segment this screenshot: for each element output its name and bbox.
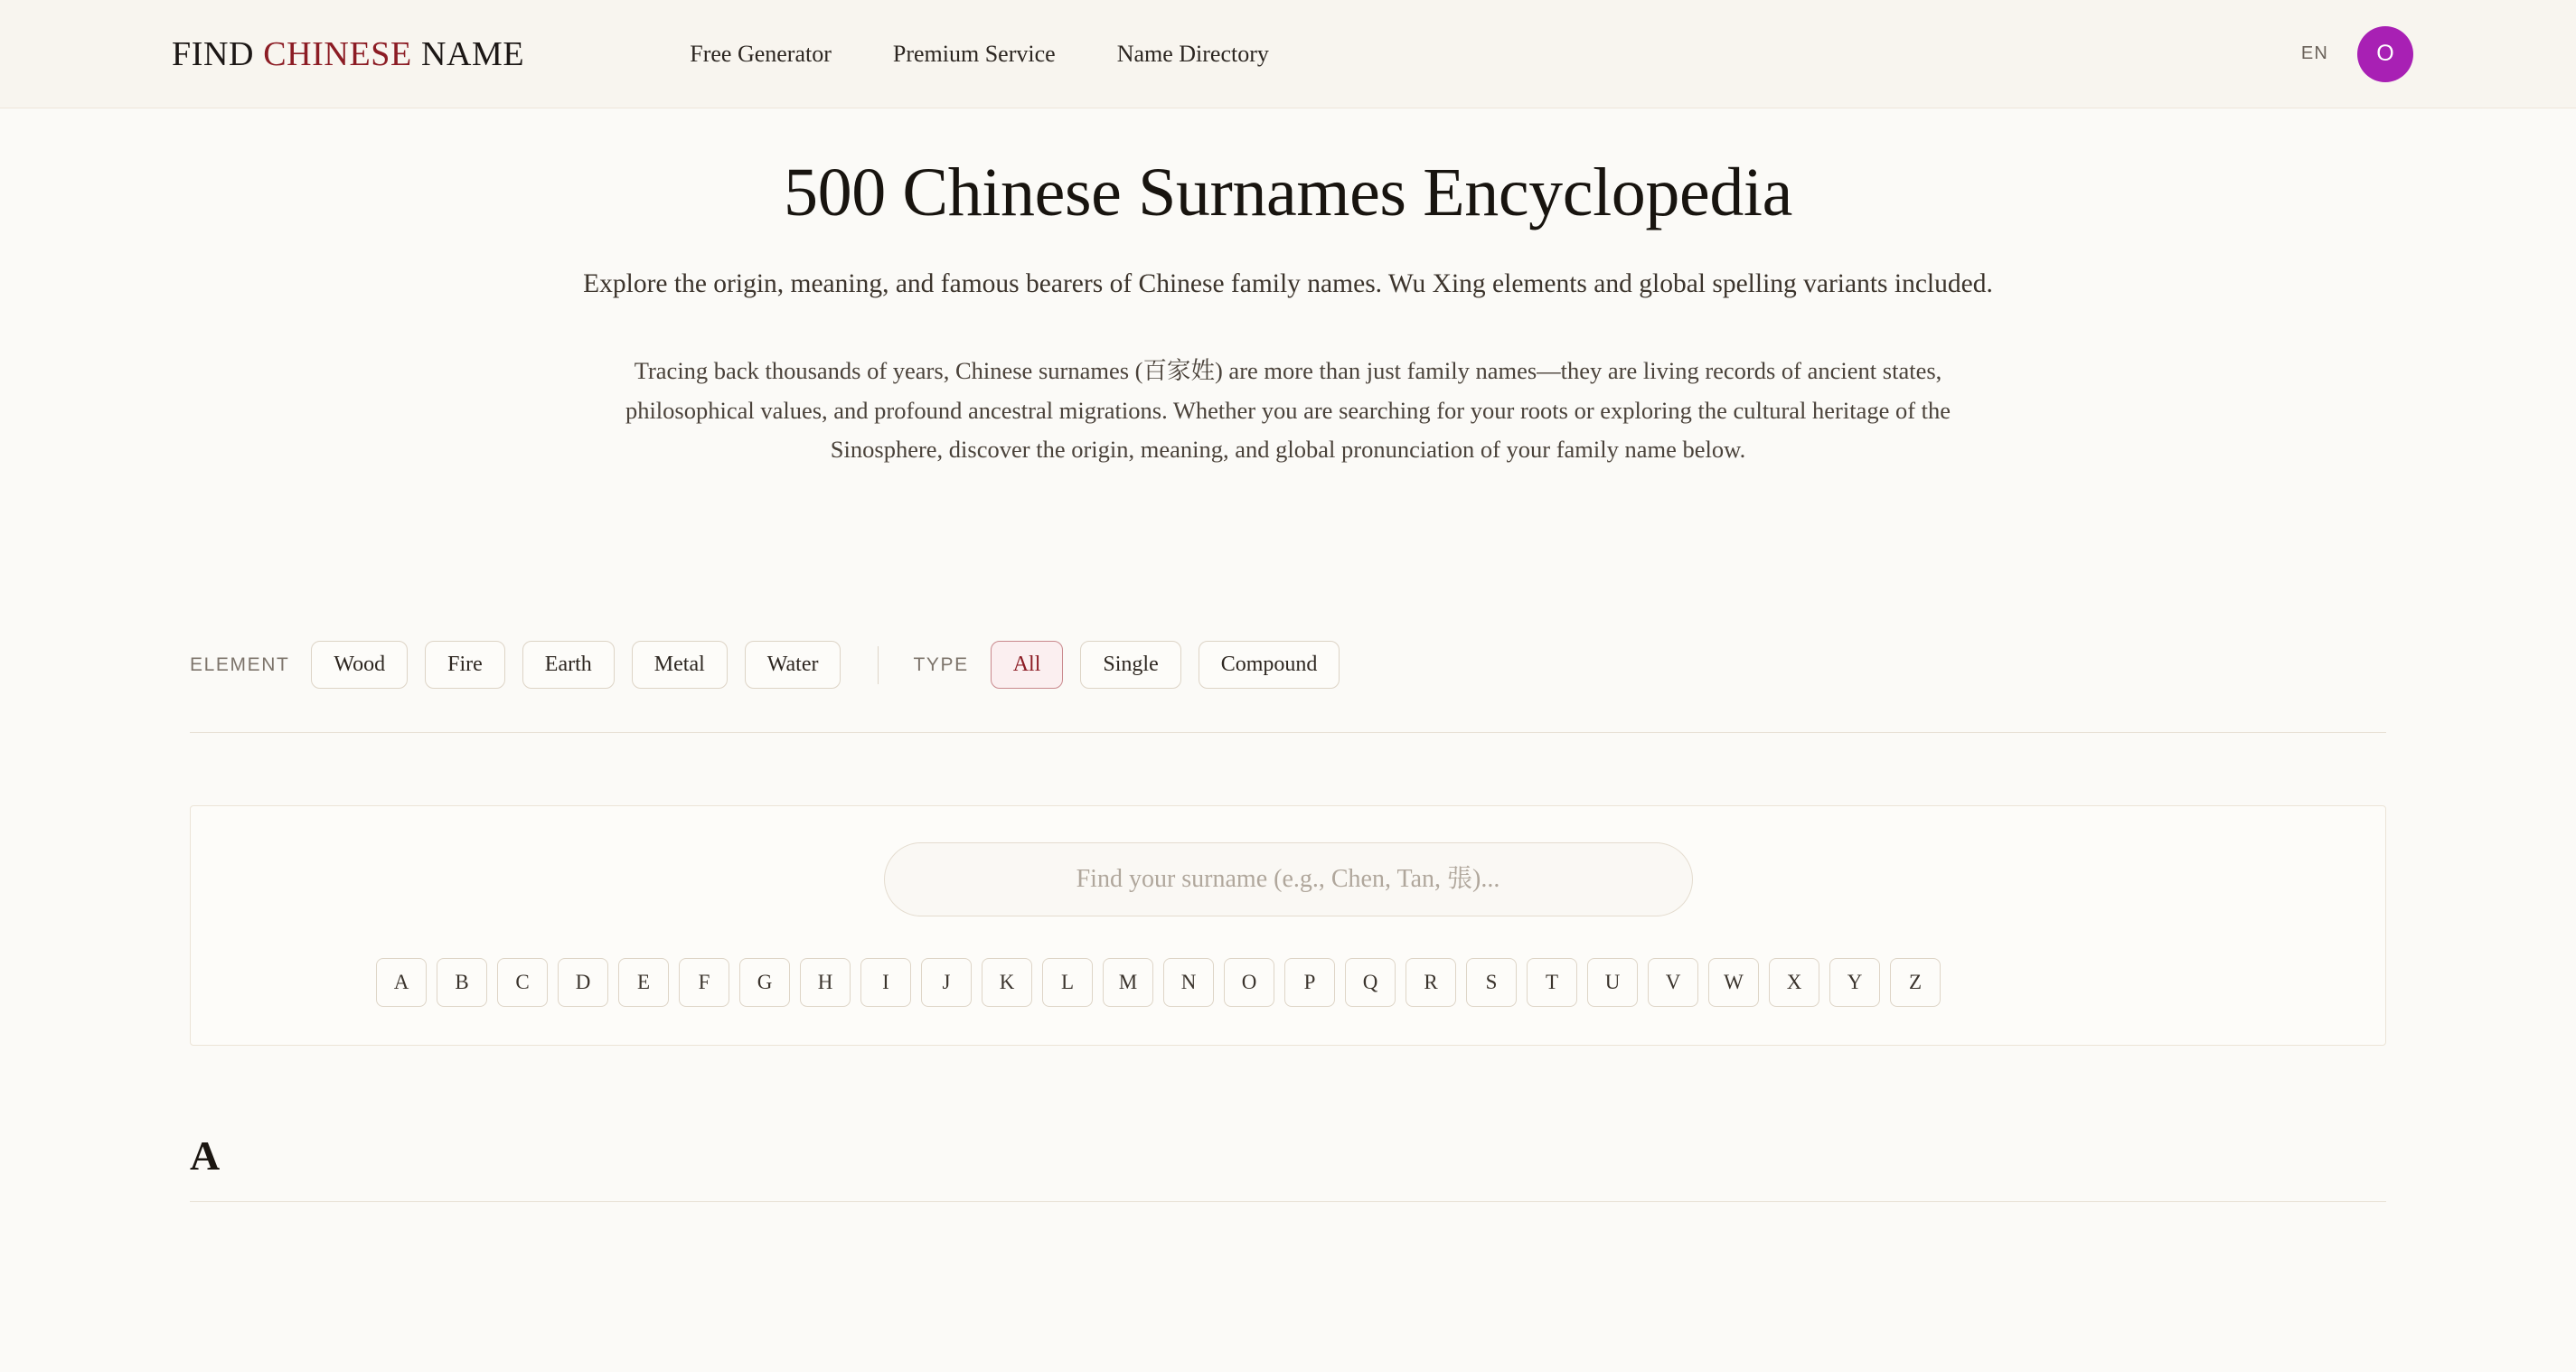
search-box[interactable] — [884, 842, 1693, 916]
letter-section-a — [190, 1132, 2386, 1202]
type-filter-compound[interactable]: Compound — [1199, 641, 1340, 689]
element-filter-fire[interactable]: Fire — [425, 641, 505, 689]
element-filter-metal[interactable]: Metal — [632, 641, 728, 689]
header-actions — [2301, 26, 2413, 82]
filters-row — [190, 641, 2386, 733]
alpha-btn-w[interactable]: W — [1708, 958, 1759, 1007]
alpha-btn-m[interactable]: M — [1103, 958, 1153, 1007]
site-header — [0, 0, 2576, 108]
alpha-btn-q[interactable]: Q — [1345, 958, 1396, 1007]
alpha-btn-b[interactable]: B — [437, 958, 487, 1007]
filters-section — [190, 641, 2386, 733]
nav-item-name-directory[interactable]: Name Directory — [1116, 40, 1269, 67]
avatar[interactable]: O — [2357, 26, 2413, 82]
alpha-btn-a[interactable]: A — [376, 958, 427, 1007]
alpha-btn-k[interactable]: K — [982, 958, 1032, 1007]
logo-part-find: FIND — [172, 34, 255, 73]
nav-item-premium-service[interactable]: Premium Service — [892, 40, 1056, 67]
logo-part-chinese: CHINESE — [263, 34, 412, 73]
type-filter-all[interactable]: All — [991, 641, 1064, 689]
alpha-btn-d[interactable]: D — [558, 958, 608, 1007]
alpha-btn-s[interactable]: S — [1466, 958, 1517, 1007]
letter-rule — [190, 1201, 2386, 1202]
site-logo[interactable] — [172, 34, 524, 74]
letter-heading: A — [190, 1132, 221, 1179]
alpha-btn-v[interactable]: V — [1648, 958, 1698, 1007]
alpha-btn-o[interactable]: O — [1224, 958, 1274, 1007]
alpha-btn-y[interactable]: Y — [1829, 958, 1880, 1007]
alpha-btn-e[interactable]: E — [618, 958, 669, 1007]
hero-section — [0, 108, 2576, 469]
alpha-btn-c[interactable]: C — [497, 958, 548, 1007]
alphabet-index — [191, 958, 2385, 1007]
alpha-btn-i[interactable]: I — [860, 958, 911, 1007]
filter-divider — [878, 646, 879, 684]
nav-item-free-generator[interactable]: Free Generator — [690, 40, 832, 67]
page-title: 500 Chinese Surnames Encyclopedia — [784, 155, 1792, 230]
surname-search-card — [190, 805, 2386, 1046]
alpha-btn-r[interactable]: R — [1406, 958, 1456, 1007]
alpha-btn-z[interactable]: Z — [1890, 958, 1941, 1007]
element-filter-earth[interactable]: Earth — [522, 641, 615, 689]
element-filter-wood[interactable]: Wood — [311, 641, 408, 689]
hero-intro-paragraph: Tracing back thousands of years, Chinese surnames (百家姓) are more than just family names—they are living records of ancient states, philosophical values, and profound ancestral migrations. Whether you are searching for your roots or exploring the cultural heritage of the Sinosphere, discover the origin, meaning, and global pronunciation of your family name below. — [625, 357, 1951, 463]
search-input[interactable] — [885, 843, 1692, 916]
logo-part-name: NAME — [420, 34, 525, 73]
alpha-btn-j[interactable]: J — [921, 958, 972, 1007]
alpha-btn-p[interactable]: P — [1284, 958, 1335, 1007]
alpha-btn-g[interactable]: G — [739, 958, 790, 1007]
element-filter-water[interactable]: Water — [745, 641, 841, 689]
alpha-btn-u[interactable]: U — [1587, 958, 1638, 1007]
alpha-btn-l[interactable]: L — [1042, 958, 1093, 1007]
element-filter-label: ELEMENT — [190, 653, 290, 675]
alpha-btn-n[interactable]: N — [1163, 958, 1214, 1007]
alpha-btn-h[interactable]: H — [800, 958, 851, 1007]
hero-subtitle: Explore the origin, meaning, and famous bearers of Chinese family names. Wu Xing elements and global spelling variants included. — [583, 268, 1993, 298]
alpha-btn-x[interactable]: X — [1769, 958, 1819, 1007]
type-filter-label: TYPE — [913, 653, 969, 675]
alpha-btn-f[interactable]: F — [679, 958, 729, 1007]
language-switcher[interactable]: EN — [2300, 43, 2328, 63]
type-filter-single[interactable]: Single — [1080, 641, 1180, 689]
alpha-btn-t[interactable]: T — [1527, 958, 1577, 1007]
main-nav — [690, 41, 1269, 68]
